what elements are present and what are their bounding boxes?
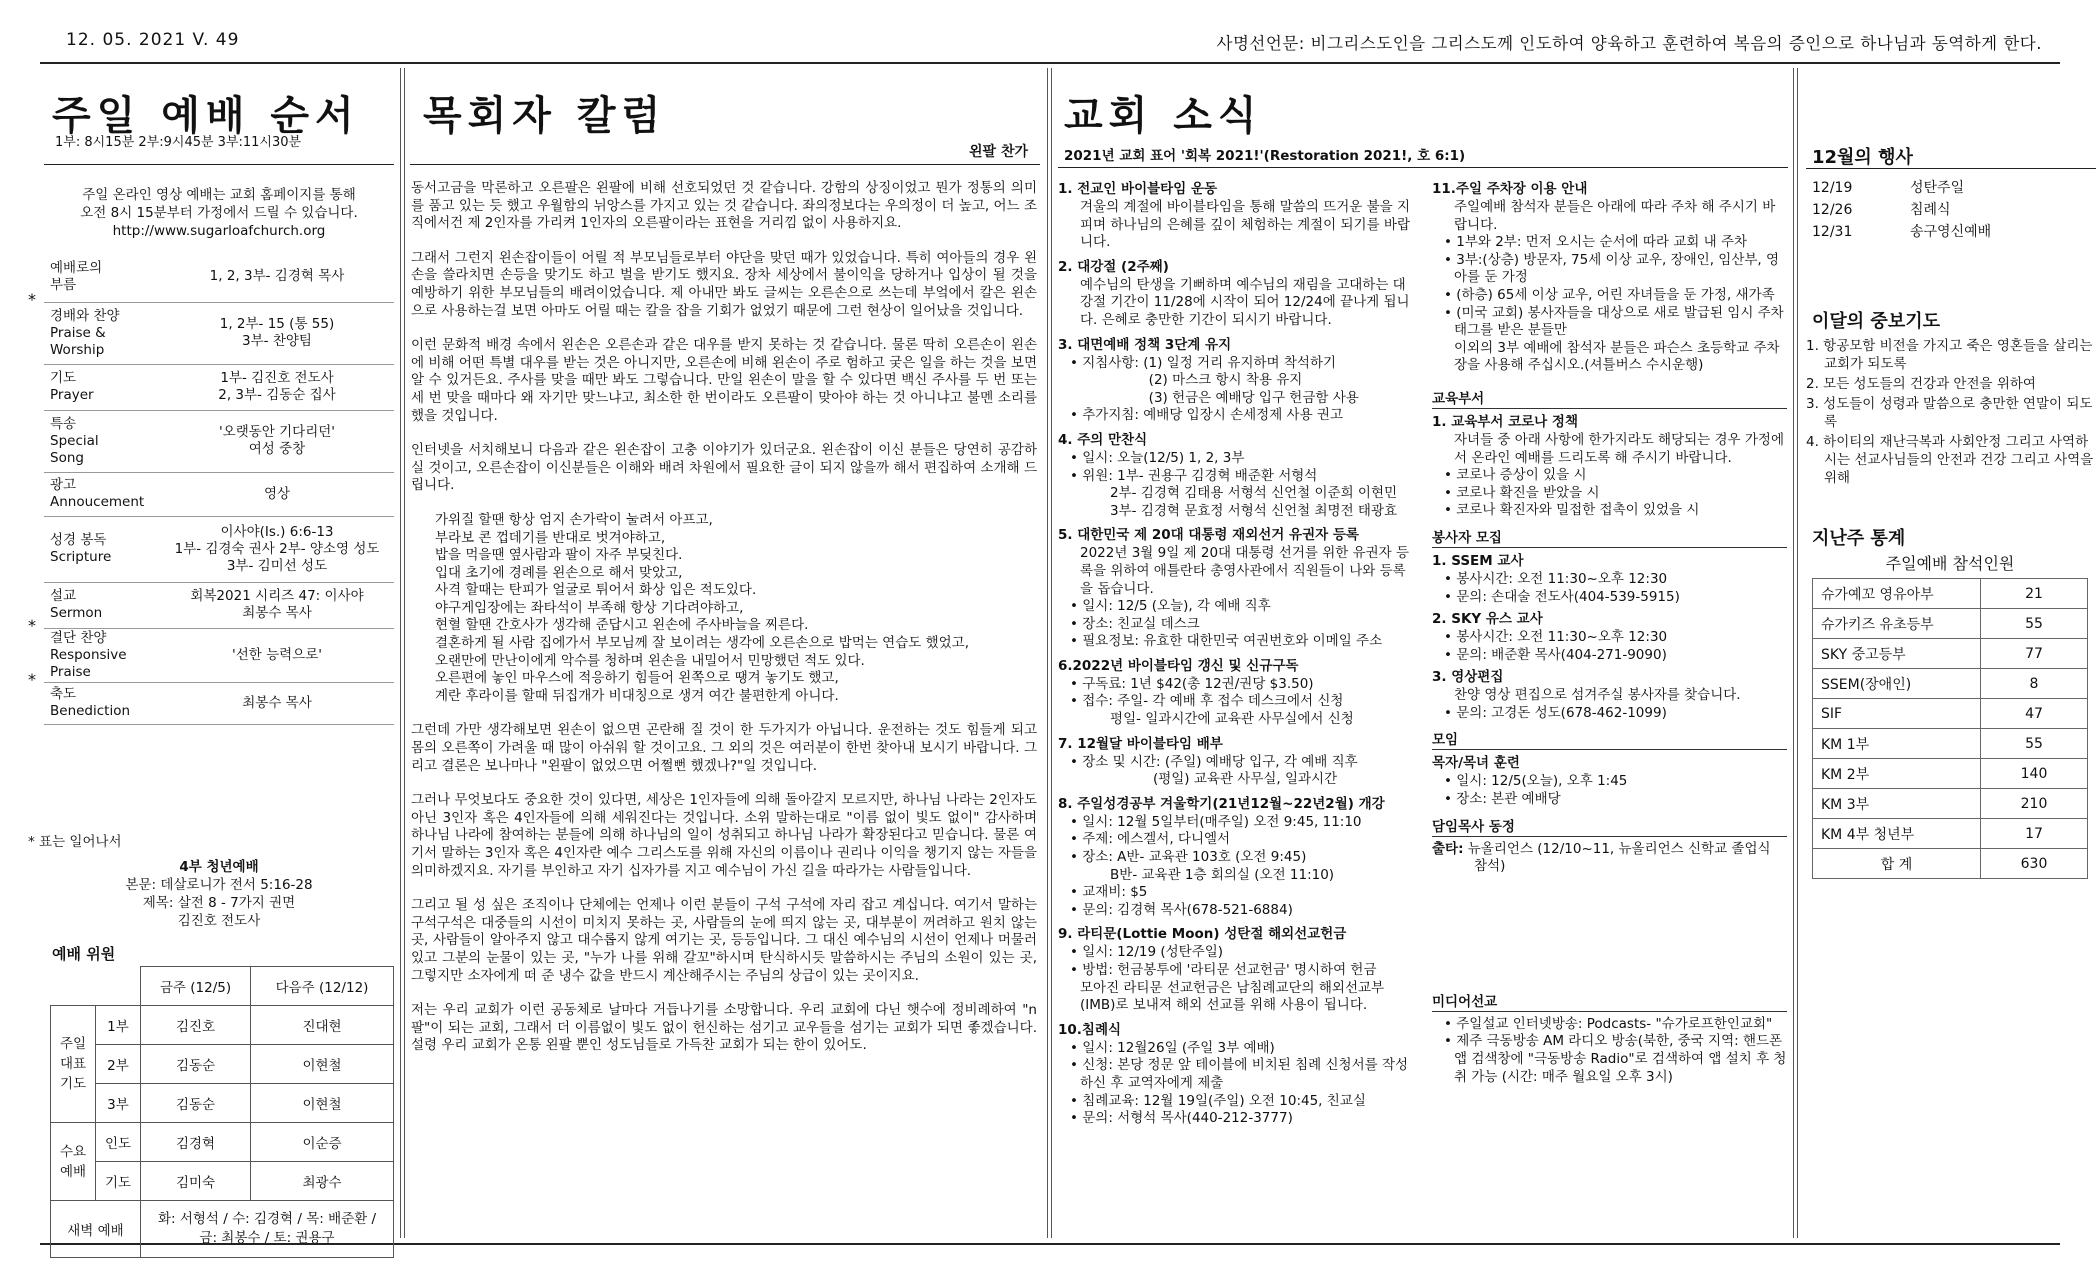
column-paragraph: 그러나 무엇보다도 중요한 것이 있다면, 세상은 1인자들에 의해 돌아갈지 모르지만, 하나님 나라는 2인자도 아닌 3인자 혹은 4인자들에 의해 세워진다는 것입니다. 소위 말하는대로 "이름 없이 빛도 없이" 감사하며 하나님 나라에 참여하는 분들에 의해 하나님의 일이 성취되고 하나님 나라가 확장된다고 믿습니다. 물론 여기서 말하는 3인자 혹은 4인자란 예수 그리스도를 위해 자신의 이름이나 권리나 이익을 챙기지 않는 자들을 의미하겠지요. 자기를 부인하고 자기 십자가를 지고 예수님이 가신 길을 따라가는 사람들입니다. [411,792,1037,879]
news-bullet: • 장소: 친교실 데스크 [1070,615,1200,632]
event-date: 12/19 [1812,180,1853,196]
col4-title-rule [1806,168,2096,169]
news-item-head: 3. 영상편집 [1432,669,1504,686]
committee-this: 김경혁 [141,1123,251,1162]
news-bullet: • 코로나 증상이 있을 시 [1444,467,1587,484]
committee-part: 인도 [96,1123,141,1162]
news-bullet: • 필요정보: 유효한 대한민국 여권번호와 이메일 주소 [1070,633,1383,650]
news-title: 교회 소식 [1064,93,1263,139]
order-row [44,364,394,410]
events-title: 12월의 행사 [1812,147,1913,168]
news-item [1432,610,1787,664]
stats-count: 55 [1981,729,2088,759]
news-bullet: • 문의: 고경돈 성도(678-462-1099) [1444,704,1667,721]
news-text: 겨울의 계절에 바이블타임을 통해 말씀의 뜨거운 불을 지피며 하나님의 은혜를 깊이 체험하는 계절이 되기를 바랍니다. [1080,199,1410,251]
order-value: 회복2021 시리즈 47: 이사야 최봉수 목사 [190,588,364,621]
stats-name: 슈가예꼬 영유아부 [1813,579,1981,609]
stats-name: KM 3부 [1813,789,1981,819]
pastor-section-title: 담임목사 동정 [1432,815,1787,837]
committee-this: 김미숙 [141,1162,251,1201]
news-item-head: 5. 대한민국 제 20대 대통령 재외선거 유권자 등록 [1058,527,1359,544]
mission-statement: 사명선언문: 비그리스도인을 그리스도께 인도하여 양육하고 훈련하여 복음의 증인으로 하나님과 동역하게 한다. [1216,34,2042,53]
news-text: (3) 헌금은 예배당 입구 헌금함 사용 [1080,389,1359,406]
news-item [1058,336,1418,425]
order-value: '선한 능력으로' [232,646,322,663]
event-name: 성탄주일 [1910,180,1965,196]
event-date: 12/26 [1812,202,1853,218]
news-item [1058,795,1418,920]
column-title: 목회자 칼럼 [423,93,667,139]
committee-dawn-label: 새벽 예배 [51,1201,141,1258]
news-text: 2022년 3월 9일 제 20대 대통령 선거를 위한 유권자 등록을 위하여 애틀란타 총영사관에서 직원들이 나와 등록을 돕습니다. [1080,545,1410,597]
stats-count: 210 [1981,789,2088,819]
news-item [1432,180,1787,375]
meeting-section-title: 모임 [1432,728,1787,750]
prayer-item: 4. 하이티의 재난극복과 사회안정 그리고 사역하시는 선교사님들의 안전과 건강 그리고 사역을 위해 [1806,434,2094,486]
column-paragraph: 동서고금을 막론하고 오른팔은 왼팔에 비해 선호되었던 것 같습니다. 강함의 상징이었고 뭔가 정통의 의미를 품고 있는 듯 했고 우월함의 뉘앙스를 가지고 있는 것 같습니다. 좌의정보다는 우의정이 더 높고, 어느 조직에서건 제 2인자를 가리켜 1인자의 오른팔이라는 표현을 거리낌 없이 사용하지요. [411,180,1037,232]
stats-header [1812,551,2088,574]
stats-row [1813,669,2088,699]
committee-next: 최광수 [251,1162,394,1201]
events-list [1812,177,2092,243]
news-bullet: • 문의: 김경혁 목사(678-521-6884) [1070,901,1293,918]
stats-name: KM 2부 [1813,759,1981,789]
prayer-title: 이달의 중보기도 [1812,311,1940,332]
col-divider-2 [1047,68,1048,1238]
news-bullet: • 봉사시간: 오전 11:30~오후 12:30 [1444,629,1668,646]
poem-line: 야구게임장에는 좌타석이 부족해 항상 기다려야하고, [435,599,744,616]
order-label: 광고 Annoucement [50,477,145,510]
stats-name: SSEM(장애인) [1813,669,1981,699]
prayer-item: 3. 성도들이 성령과 말씀으로 충만한 연말이 되도록 [1806,396,2093,430]
stats-name: KM 4부 청년부 [1813,819,1981,849]
news-bullet: • 봉사시간: 오전 11:30~오후 12:30 [1444,570,1668,587]
news-text: 예수님의 탄생을 기뻐하며 예수님의 재림을 고대하는 대강절 기간이 11/28에 시작이 되어 12/24에 끝나게 됩니다. 은혜로 충만한 기간이 되시기 바랍니다. [1080,276,1410,328]
order-star-mark: * [28,289,36,309]
news-item-head: 11.주일 주차장 이용 안내 [1432,181,1588,197]
committee-this: 김진호 [141,1006,251,1045]
news-text: 자녀들 중 아래 사항에 한가지라도 해당되는 경우 가정에서 온라인 예배를 드리도록 해 주시기 바랍니다. [1454,431,1784,466]
stats-count: 140 [1981,759,2088,789]
stats-table [1812,578,2088,879]
event-row [1812,221,2092,243]
youth-worship [44,858,394,930]
order-row [44,682,394,724]
committee-corner [51,967,141,1006]
event-name: 송구영신예배 [1910,224,1992,240]
online-worship-note [44,186,394,240]
stats-count: 47 [1981,699,2088,729]
pastor-status [1432,841,1787,876]
stats-title: 지난주 통계 [1812,528,1906,549]
poem-line: 사격 할때는 탄피가 얼굴로 튀어서 화상 입은 적도있다. [435,582,757,599]
pastor-status-label: 출타: [1432,840,1464,857]
news-text: 2부- 김경혁 김태용 서형석 신언철 이준희 이현민 [1080,485,1398,502]
news-item-head: 8. 주일성경공부 겨울학기(21년12월~22년2월) 개강 [1058,795,1385,812]
news-item-head: 1. 전교인 바이블타임 운동 [1058,181,1218,197]
news-item [1058,657,1418,729]
order-row [44,628,394,682]
order-row [44,582,394,628]
stats-name: 슈가키즈 유초등부 [1813,609,1981,639]
committee-table [50,966,394,1258]
committee-next: 이순증 [251,1123,394,1162]
poem-line: 오른편에 놓인 마우스에 적응하기 힘들어 왼쪽으로 땡겨 놓기도 했고, [435,670,839,687]
order-value: 최봉수 목사 [242,694,312,711]
event-name: 침례식 [1910,202,1951,218]
poem-line: 가위질 할땐 항상 엄지 손가락이 눌려서 아프고, [435,511,713,528]
news-bullet: • 장소: 본관 예배당 [1444,791,1561,808]
column-paragraph: 저는 우리 교회가 이런 공동체로 날마다 거듭나기를 소망합니다. 우리 교회에 다닌 햇수에 정비례하여 "n팔"이 되는 교회, 그래서 더 이름없이 빛도 없이 헌신하는 섬기고 교우들을 섬기는 교회가 되면 좋겠습니다. 설령 우리 교회가 온통 왼팔 뿐인 성도님들로 가득찬 교회가 되는 한이 있어도. [411,1002,1037,1054]
news-bullet: • 문의: 손대술 전도사(404-539-5915) [1444,588,1680,605]
event-row [1812,177,2092,199]
order-label: 성경 봉독 Scripture [50,532,112,565]
news-text: (평일) 교육관 사무실, 일과시간 [1080,771,1338,788]
news-bullet: • 위원: 1부- 권용구 김경혁 배준환 서형석 [1070,467,1318,484]
poem-line: 현혈 할땐 간호사가 생각해 준답시고 왼손에 주사바늘을 찌른다. [435,617,809,634]
order-row [44,252,394,302]
news-item-head: 1. SSEM 교사 [1432,552,1524,569]
online-note-line: 오전 8시 15분부터 가정에서 드릴 수 있습니다. [80,205,358,221]
news-bullet: • (미국 교회) 봉사자들을 대상으로 새로 발급된 임시 주차태그를 받은 분들만 [1444,304,1784,339]
col-divider-3 [1793,68,1794,1238]
col-divider-1 [400,68,401,1238]
news-bullet: • 접수: 주일- 각 예배 후 접수 데스크에서 신청 [1070,693,1344,710]
order-label: 설교 Sermon [50,588,103,621]
committee-wed-label: 수요 예배 [51,1123,96,1201]
order-row [44,302,394,364]
committee-next: 진대현 [251,1006,394,1045]
committee-this: 김동순 [141,1045,251,1084]
news-bullet: • 코로나 확진을 받았을 시 [1444,484,1600,501]
news-bullet: • 문의: 배준환 목사(404-271-9090) [1444,646,1667,663]
column-paragraph: 이런 문화적 배경 속에서 왼손은 오른손과 같은 대우를 받지 못하는 것 같습니다. 물론 딱히 오른손이 왼손에 비해 어떤 특별 대우를 받는 것은 아니지만, 오른손에 비해 왼손이 주로 험하고 궂은 일을 하는 것을 보면 알 수 있거든요. 주사를 맞을 때만 봐도 그렇습니다. 만일 왼손이 말을 할 수 있다면 백신 주사를 두 번 또는 세 번 맞을 때마다 왜 자기만 맞느냐고, 최소한 한 번이라도 오른팔이 맞아야 하는 것 아니냐고 불멘 소리를 했을 것입니다. [411,337,1037,424]
news-item [1058,180,1418,252]
col-divider-2b [1051,68,1052,1238]
order-star-mark: * [28,669,36,689]
committee-next: 이현철 [251,1045,394,1084]
stats-count: 77 [1981,639,2088,669]
media-item: • 주일설교 인터넷방송: Podcasts- "슈가로프한인교회" [1444,1015,1773,1032]
stats-name: SIF [1813,699,1981,729]
news-item-head: 목자/목녀 훈련 [1432,755,1520,772]
order-label: 예배로의 부름 [50,259,103,293]
news-bullet: • 추가지침: 예배당 입장시 손세정제 사용 권고 [1070,407,1343,424]
youth-text: 본문: 데살로니가 전서 5:16-28 [125,877,313,893]
news-bullet: • 일시: 오늘(12/5) 1, 2, 3부 [1070,449,1245,466]
column-paragraph: 그래서 그런지 왼손잡이들이 어릴 적 부모님들로부터 야단을 맞던 때가 있었습니다. 특히 여아들의 경우 왼손을 쓸라치면 손등을 맞기도 하고 벌을 받기도 했지요. 장차 세상에서 불이익을 당하거나 입상이 될 것을 예방하기 위한 부모님들의 배려이었습니다. 제 아내만 봐도 글씨는 오른손으로 쓰는데 부엌에서 칼은 왼손으로 사용하는걸 보면 아마도 어릴 때는 칼을 잡을 기회가 없었기 때문에 그런 현상이 일어났을 것입니다. [411,249,1037,319]
news-text: 모아진 라티문 선교헌금은 남침례교단의 해외선교부(IMB)로 보내져 해외 선교를 위해 사용이 됩니다. [1080,979,1385,1014]
order-row [44,516,394,582]
news-text: B반- 교육관 1층 회의실 (오전 11:10) [1080,866,1335,883]
news-bullet: • (하층) 65세 이상 교우, 어린 자녀들을 둔 가정, 새가족 [1444,286,1775,303]
media-item: • 제주 극동방송 AM 라디오 방송(북한, 중국 지역: 핸드폰 앱 검색창에 "극동방송 Radio"로 검색하여 앱 설치 후 청취 가능 (시간: 매주 월요일 오후 3시) [1444,1033,1787,1085]
news-bullet: • 1부와 2부: 먼저 오시는 순서에 따라 교회 내 주차 [1444,234,1748,251]
service-times: 1부: 8시15분 2부:9시45분 3부:11시30분 [55,135,302,150]
order-row [44,472,394,516]
order-value: 1부- 김진호 전도사 2, 3부- 김동순 집사 [218,370,336,403]
order-label: 기도 Prayer [50,370,94,403]
pastor-status-text: 뉴올리언스 (12/10~11, 뉴올리언스 신학교 졸업식 참석) [1463,840,1771,875]
committee-this-week: 금주 (12/5) [141,967,251,1006]
news-item-head: 10.침례식 [1058,1021,1122,1038]
column-subtitle: 왼팔 찬가 [969,144,1028,160]
order-label: 축도 Benediction [50,686,131,719]
top-rule [40,62,2060,64]
order-row [44,410,394,472]
news-item [1058,431,1418,520]
stats-header-text: 주일예배 참석인원 [1885,554,2015,573]
youth-preacher: 김진호 전도사 [177,913,261,929]
youth-title: 4부 청년예배 [179,859,259,875]
news-bullet: • 일시: 12/19 (성탄주일) [1070,944,1224,961]
news-bullet: • 주제: 에스겔서, 다니엘서 [1070,831,1231,848]
stats-row [1813,579,2088,609]
column-poem [435,512,1037,706]
col1-title-rule [44,164,394,165]
committee-part: 3부 [96,1084,141,1123]
committee-next-week: 다음주 (12/12) [251,967,394,1006]
news-item [1058,735,1418,789]
news-item-head: 1. 교육부서 코로나 정책 [1432,413,1578,430]
date-volume: 12. 05. 2021 V. 49 [66,30,240,50]
stats-count: 55 [1981,609,2088,639]
order-star-mark: * [28,615,36,635]
stats-total-label: 합 계 [1813,849,1981,879]
stats-row [1813,789,2088,819]
edu-section-title: 교육부서 [1432,387,1787,409]
stats-name: KM 1부 [1813,729,1981,759]
stats-row [1813,609,2088,639]
news-item [1432,754,1787,808]
column-paragraph: 그런데 가만 생각해보면 왼손이 없으면 곤란해 질 것이 한 두가지가 아닙니다. 운전하는 것도 힘들게 되고 몸의 오른쪽이 가려울 때 많이 아쉬워 할 것이고요. 그 외의 것은 여러분이 한번 찾아내 보시기 바랍니다. 그리고 결론은 보나마나 "왼팔이 없었으면 어쩔뻔 했겠나?"일 것입니다. [411,722,1037,774]
news-item-head: 7. 12월달 바이블타임 배부 [1058,735,1223,752]
stats-count: 17 [1981,819,2088,849]
news-item-head: 4. 주의 만찬식 [1058,431,1148,448]
poem-line: 입대 초기에 경례를 왼손으로 해서 맞았고, [435,564,683,581]
news-text: 이외의 3부 예배에 참석자 분들은 파슨스 초등학교 주차장을 사용해 주십시오.(셔틀버스 수시운행) [1454,339,1780,374]
col3-title-rule [1058,167,1788,168]
stats-count: 21 [1981,579,2088,609]
news-bullet: • 일시: 12월26일 (주일 3부 예배) [1070,1039,1275,1056]
order-label: 결단 찬양 Responsive Praise [50,629,127,680]
poem-line: 계란 후라이를 할때 뒤집개가 비대칭으로 생겨 여간 불편한게 아니다. [435,687,839,704]
news-bullet: • 일시: 12월 5일부터(매주일) 오전 9:45, 11:10 [1070,813,1362,830]
stats-row [1813,639,2088,669]
news-item-head: 2. SKY 유스 교사 [1432,611,1543,628]
news-item-head: 3. 대면예배 정책 3단계 유지 [1058,336,1232,353]
news-bullet: • 일시: 12/5 (오늘), 각 예배 직후 [1070,598,1271,615]
committee-title: 예배 위원 [52,945,116,963]
news-item-head: 2. 대강절 (2주째) [1058,258,1169,275]
order-value: 1, 2, 3부- 김경혁 목사 [209,268,345,285]
news-text: 3부- 김경혁 문효정 서형석 신언철 최명전 태광효 [1080,502,1398,519]
column-body [411,180,1037,1072]
stats-name: SKY 중고등부 [1813,639,1981,669]
news-left [1058,180,1418,1134]
order-value: '오랫동안 기다리던' 여성 중창 [218,424,336,457]
news-item [1432,552,1787,606]
order-value: 이사야(Is.) 6:6-13 1부- 김경숙 권사 2부- 양소영 성도 3부- 김미선 성도 [174,523,380,574]
prayer-item: 2. 모든 성도들의 건강과 안전을 위하여 [1806,376,2036,392]
poem-line: 결혼하게 될 사람 집에가서 부모님께 잘 보이려는 생각에 오른손으로 밥먹는 연습도 했었고, [435,635,970,652]
youth-subject: 제목: 살전 8 - 7가지 권면 [142,895,296,911]
order-value: 영상 [263,485,291,502]
committee-part: 2부 [96,1045,141,1084]
news-bullet: • 장소: A반- 교육관 103호 (오전 9:45) [1070,849,1307,866]
news-item [1058,526,1418,651]
news-item [1432,668,1787,722]
news-bullet: • 방법: 헌금봉투에 '라티문 선교헌금' 명시하여 헌금 [1070,962,1377,978]
volunteer-section-title: 봉사자 모집 [1432,526,1787,548]
stats-total: 630 [1981,849,2088,879]
order-label: 특송 Special Song [50,415,99,466]
church-motto: 2021년 교회 표어 '회복 2021!'(Restoration 2021!, 호 6:1) [1064,148,1466,164]
news-bullet: • 교재비: $5 [1070,884,1148,901]
column-paragraph: 그리고 될 성 싶은 조직이나 단체에는 언제나 이런 분들이 구석 구석에 자리 잡고 계십니다. 여기서 말하는 구석구석은 대중들의 시선이 미치지 못하는 곳, 사람들의 눈에 띄지 않는 곳, 대부분이 꺼려하고 원치 않는 곳, 사람들이 알아주지 않고 대수롭지 않게 여기는 곳, 등등입니다. 그 대신 예수님의 시선이 언제나 머물러 있고 그분의 눈물이 있는 곳, "누가 나를 위해 갈꼬"하시며 탄식하시듯 말씀하시는 주님의 소원이 있는 곳, 그렇지만 소자에게 떠 준 냉수 값을 반드시 계산해주시는 주님의 상급이 있는 곳이지요. [411,897,1037,984]
news-bullet: • 침례교육: 12월 19일(주일) 오전 10:45, 친교실 [1070,1092,1366,1109]
news-bullet: • 코로나 확진자와 밀접한 접촉이 있었을 시 [1444,502,1700,519]
news-text: 평일- 일과시간에 교육관 사무실에서 신청 [1080,711,1354,728]
news-item [1058,925,1418,1014]
column-paragraph: 인터넷을 서치해보니 다음과 같은 왼손잡이 고충 이야기가 있더군요. 왼손잡이 이신 분들은 당연히 공감하실 것이고, 오른손잡이 이신분들은 이해와 배려 차원에서 필요한 글이 되지 않을까 해서 편집하여 소개해 드립니다. [411,442,1037,494]
event-date: 12/31 [1812,224,1853,240]
worship-order-title: 주일 예배 순서 [52,93,360,139]
committee-next: 이현철 [251,1084,394,1123]
poem-line: 밥을 먹을땐 옆사람과 팔이 자주 부딪친다. [435,547,683,564]
col-divider-1b [404,68,405,1238]
news-text: (2) 마스크 항시 착용 유지 [1080,372,1303,389]
news-bullet: • 3부:(상층) 방문자, 75세 이상 교우, 장애인, 임산부, 영아를 둔 가정 [1444,251,1780,286]
stats-row [1813,699,2088,729]
news-bullet: • 지침사항: (1) 일정 거리 유지하며 착석하기 [1070,354,1337,371]
news-right [1432,180,1787,1086]
news-item [1058,258,1418,330]
col-divider-3b [1797,68,1798,1238]
worship-order-list [28,252,394,725]
news-text: 찬양 영상 편집으로 섬겨주실 봉사자를 찾습니다. [1454,687,1741,704]
prayer-list [1806,337,2096,489]
news-bullet: • 구독료: 1년 $42(총 12권/권당 $3.50) [1070,675,1314,692]
poem-line: 오랜만에 만난이에게 악수를 청하며 왼손을 내밀어서 민망했던 적도 있다. [435,652,865,669]
committee-part: 기도 [96,1162,141,1201]
news-bullet: • 장소 및 시간: (주일) 예배당 입구, 각 예배 직후 [1070,753,1358,770]
committee-this: 김동순 [141,1084,251,1123]
news-item [1432,413,1787,520]
order-label: 경배와 찬양 Praise & Worship [50,307,120,358]
news-text: 주일예배 참석자 분들은 아래에 따라 주차 해 주시기 바랍니다. [1454,199,1776,233]
news-item [1058,1021,1418,1128]
committee-part: 1부 [96,1006,141,1045]
news-bullet: • 일시: 12/5(오늘), 오후 1:45 [1444,773,1628,790]
media-section-title: 미디어선교 [1432,990,1787,1012]
news-item-head: 6.2022년 바이블타임 갱신 및 신규구독 [1058,657,1299,674]
committee-sunday-label: 주일 대표 기도 [51,1006,96,1123]
stats-row [1813,819,2088,849]
stand-note: * 표는 일어나서 [28,834,122,850]
online-note-line: 주일 온라인 영상 예배는 교회 홈페이지를 통해 [82,187,356,203]
stats-row [1813,729,2088,759]
committee-dawn-value: 화: 서형석 / 수: 김경혁 / 목: 배준환 / 금: 최봉수 / 토: 권용구 [141,1201,394,1258]
online-note-line: http://www.sugarloafchurch.org [112,223,326,239]
poem-line: 부라보 콘 껍데기를 반대로 벗겨야하고, [435,529,666,546]
prayer-item: 1. 항공모함 비전을 가지고 죽은 영혼들을 살리는 교회가 되도록 [1806,338,2093,372]
news-bullet: • 문의: 서형석 목사(440-212-3777) [1070,1110,1293,1127]
order-value: 1, 2부- 15 (통 55) 3부- 찬양팀 [219,316,335,349]
col2-title-rule [410,164,1040,165]
news-item-head: 9. 라티문(Lottie Moon) 성탄절 해외선교헌금 [1058,926,1347,943]
stats-count: 8 [1981,669,2088,699]
news-bullet: • 신청: 본당 정문 앞 테이블에 비치된 침례 신청서를 작성하신 후 교역자에게 제출 [1070,1057,1409,1091]
stats-row [1813,759,2088,789]
event-row [1812,199,2092,221]
